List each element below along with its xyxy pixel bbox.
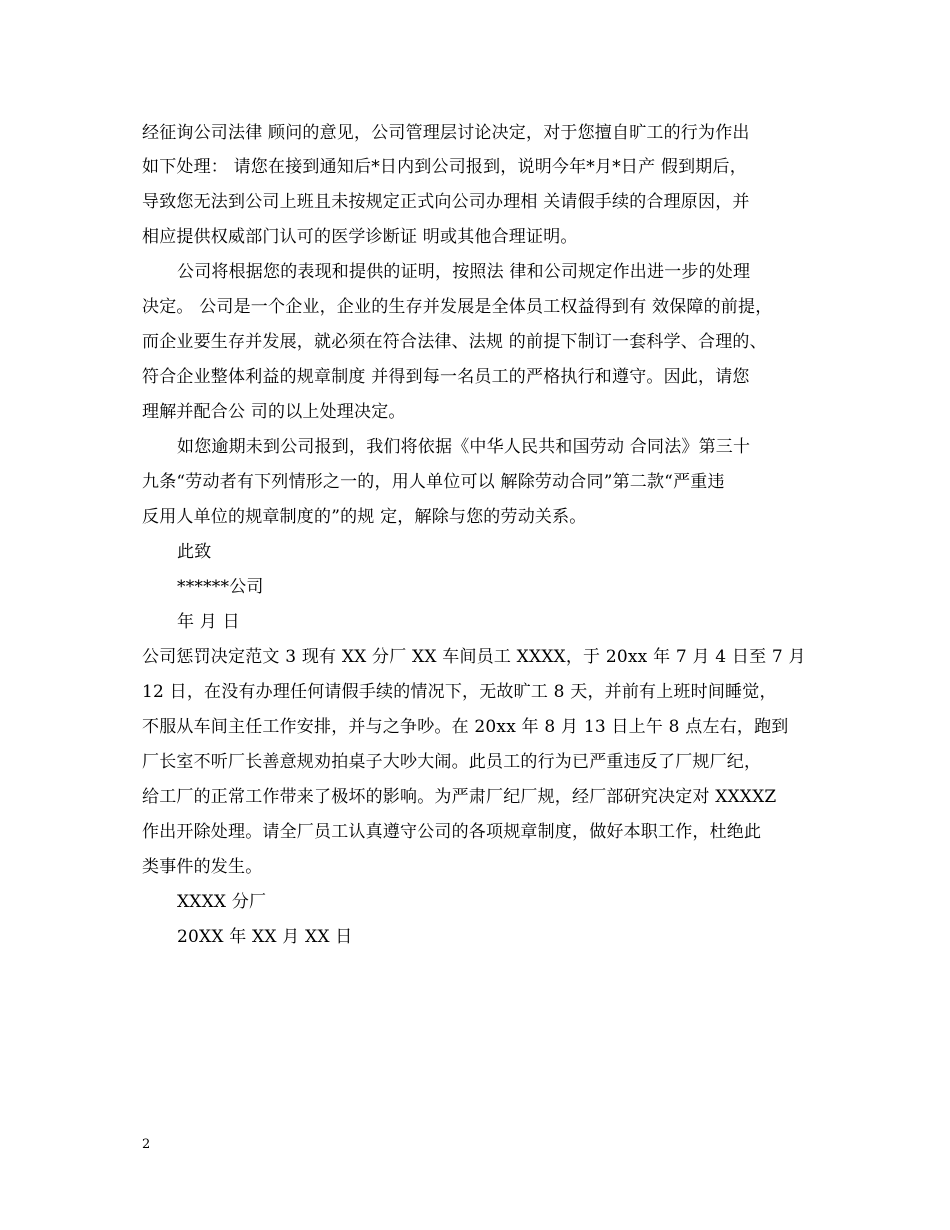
text-line: 12 日，在没有办理任何请假手续的情况下，无故旷工 8 天，并前有上班时间睡觉，: [142, 682, 777, 702]
page-number: 2: [142, 1137, 151, 1152]
text-line: 决定。 公司是一个企业，企业的生存并发展是全体员工权益得到有 效保障的前提，: [142, 297, 773, 317]
text-line: 经征询公司法律 顾问的意见，公司管理层讨论决定，对于您擅自旷工的行为作出: [142, 123, 750, 143]
text-line: 厂长室不听厂长善意规劝拍桌子大吵大闹。此员工的行为已严重违反了厂规厂纪，: [142, 752, 762, 772]
text-line: 相应提供权威部门认可的医学诊断证 明或其他合理证明。: [142, 227, 578, 247]
text-line: 作出开除处理。请全厂员工认真遵守公司的各项规章制度，做好本职工作，杜绝此: [142, 822, 762, 842]
text-line: 公司将根据您的表现和提供的证明，按照法 律和公司规定作出进一步的处理: [177, 262, 751, 282]
text-line: 反用人单位的规章制度的”的规 定，解除与您的劳动关系。: [142, 507, 587, 527]
date-line: 20XX 年 XX 月 XX 日: [177, 927, 353, 947]
text-line: 导致您无法到公司上班且未按规定正式向公司办理相 关请假手续的合理原因，并: [142, 192, 750, 212]
text-line: 公司惩罚决定范文 3 现有 XX 分厂 XX 车间员工 XXXX，于 20xx 年 7 月 4 日至 7 月: [142, 647, 806, 667]
text-line: 理解并配合公 司的以上处理决定。: [142, 402, 406, 422]
text-line: 九条“劳动者有下列情形之一的，用人单位可以 解除劳动合同”第二款“严重违: [142, 472, 725, 492]
closing-line: 此致: [177, 542, 212, 562]
date-line: 年 月 日: [177, 612, 240, 632]
text-line: 而企业要生存并发展，就必须在符合法律、法规 的前提下制订一套科学、合理的、: [142, 332, 767, 352]
text-line: 不服从车间主任工作安排，并与之争吵。在 20xx 年 8 月 13 日上午 8 点左右，跑到: [142, 717, 789, 737]
company-signature: ******公司: [177, 577, 264, 597]
text-line: 类事件的发生。: [142, 857, 263, 877]
branch-signature: XXXX 分厂: [177, 892, 267, 912]
text-line: 如您逾期未到公司报到，我们将依据《中华人民共和国劳动 合同法》第三十: [177, 437, 751, 457]
text-line: 符合企业整体利益的规章制度 并得到每一名员工的严格执行和遵守。因此，请您: [142, 367, 750, 387]
text-line: 如下处理： 请您在接到通知后*日内到公司报到，说明今年*月*日产 假到期后，: [142, 157, 747, 177]
text-line: 给工厂的正常工作带来了极坏的影响。为严肃厂纪厂规，经厂部研究决定对 XXXXZ: [142, 787, 777, 807]
